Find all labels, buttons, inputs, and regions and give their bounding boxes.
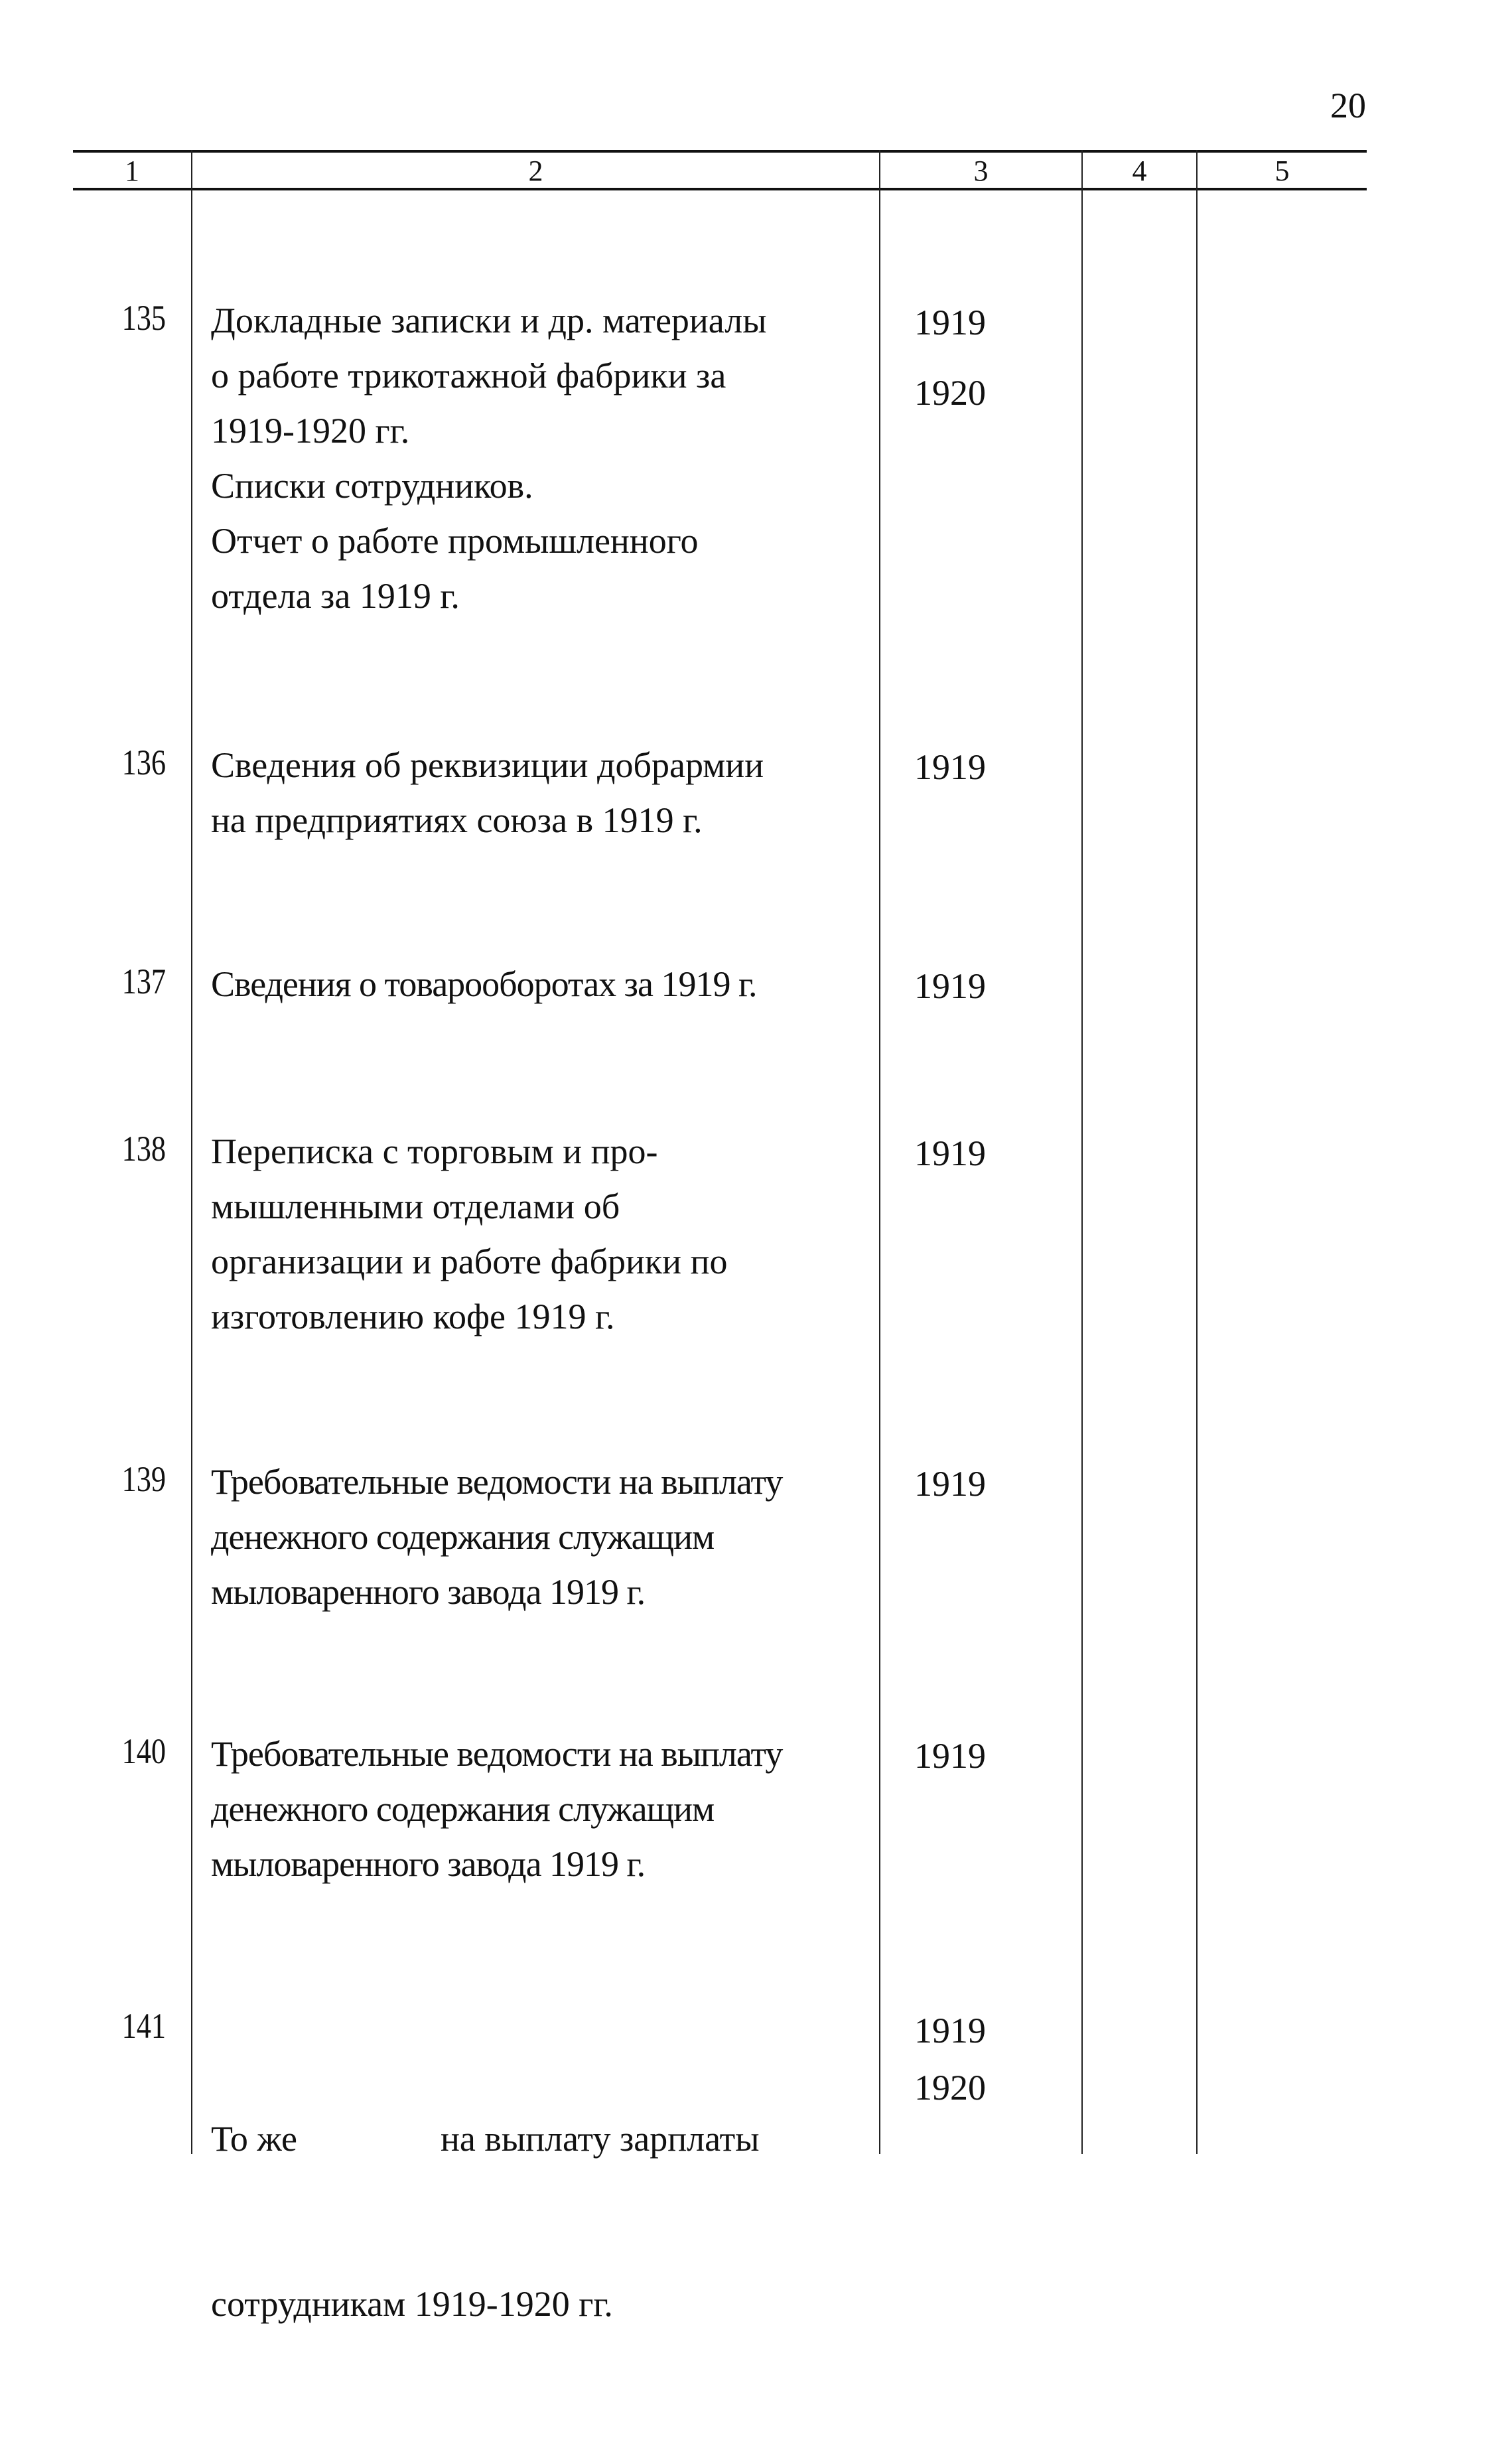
row-years — [914, 2000, 1020, 2118]
column-divider-1 — [191, 150, 192, 2154]
column-divider-4 — [1196, 150, 1198, 2154]
description-line: Сведения о товарооборотах за 1919 г. — [211, 964, 757, 1004]
column-header-1: 1 — [125, 155, 139, 187]
row-years — [914, 956, 1020, 1017]
column-divider-3 — [1081, 150, 1083, 2154]
year: 1919 — [914, 1133, 986, 1173]
description-line: мыловаренного завода 1919 г. — [211, 1572, 646, 1612]
row-years — [914, 292, 1020, 423]
description-line: Сведения об реквизиции добрармии — [211, 745, 764, 785]
column-header-5: 5 — [1274, 155, 1290, 187]
row-number: 138 — [121, 1129, 166, 1169]
header-bottom-border — [73, 188, 1367, 190]
description-line: на предприятиях союза в 1919 г. — [211, 800, 703, 840]
column-header-3: 3 — [973, 155, 989, 187]
year: 1919 — [914, 1464, 986, 1504]
column-header-4: 4 — [1132, 155, 1147, 187]
row-description — [211, 957, 855, 1012]
row-years — [914, 1725, 1020, 1786]
row-number: 141 — [121, 2006, 166, 2046]
row-description — [211, 1727, 855, 1892]
table-top-border — [73, 150, 1367, 153]
row-description — [211, 1124, 855, 1344]
column-divider-2 — [879, 150, 880, 2154]
row-description — [211, 1455, 855, 1620]
description-line: 1919-1920 гг. — [211, 411, 410, 451]
row-description — [211, 738, 855, 848]
year: 1919 — [914, 966, 986, 1006]
description-line: Списки сотрудников. — [211, 466, 533, 506]
description-line: изготовлению кофе 1919 г. — [211, 1297, 615, 1336]
column-header-2: 2 — [528, 155, 543, 187]
page-number: 20 — [1330, 86, 1366, 125]
row-description — [211, 293, 855, 624]
row-description — [211, 2001, 855, 2442]
year: 1920 — [914, 2068, 986, 2108]
row-years — [914, 737, 1020, 798]
description-line: То же на выплату зарплаты — [211, 2119, 760, 2159]
row-number: 140 — [121, 1731, 166, 1771]
description-line: отдела за 1919 г. — [211, 576, 460, 616]
description-line: Переписка с торговым и про- — [211, 1131, 658, 1171]
description-line: денежного содержания служащим — [211, 1789, 715, 1829]
description-line: денежного содержания служащим — [211, 1517, 715, 1557]
row-years — [914, 1453, 1020, 1514]
row-number: 136 — [121, 743, 166, 782]
year: 1920 — [914, 373, 986, 413]
description-line: сотрудникам 1919-1920 гг. — [211, 2284, 613, 2324]
description-line: Отчет о работе промышленного — [211, 521, 699, 561]
description-line: о работе трикотажной фабрики за — [211, 356, 726, 395]
description-line: Требовательные ведомости на выплату — [211, 1462, 783, 1502]
year: 1919 — [914, 747, 986, 787]
description-line: мыловаренного завода 1919 г. — [211, 1844, 646, 1884]
row-number: 137 — [121, 962, 166, 1001]
year: 1919 — [914, 303, 986, 342]
row-years — [914, 1123, 1020, 1184]
description-line: Требовательные ведомости на выплату — [211, 1734, 783, 1774]
description-line: Докладные записки и др. материалы — [211, 301, 767, 340]
row-number: 135 — [121, 298, 166, 338]
year: 1919 — [914, 1736, 986, 1776]
row-number: 139 — [121, 1459, 166, 1499]
year: 1919 — [914, 2011, 986, 2050]
description-line: мышленными отделами об — [211, 1186, 620, 1226]
description-line: организации и работе фабрики по — [211, 1242, 728, 1281]
